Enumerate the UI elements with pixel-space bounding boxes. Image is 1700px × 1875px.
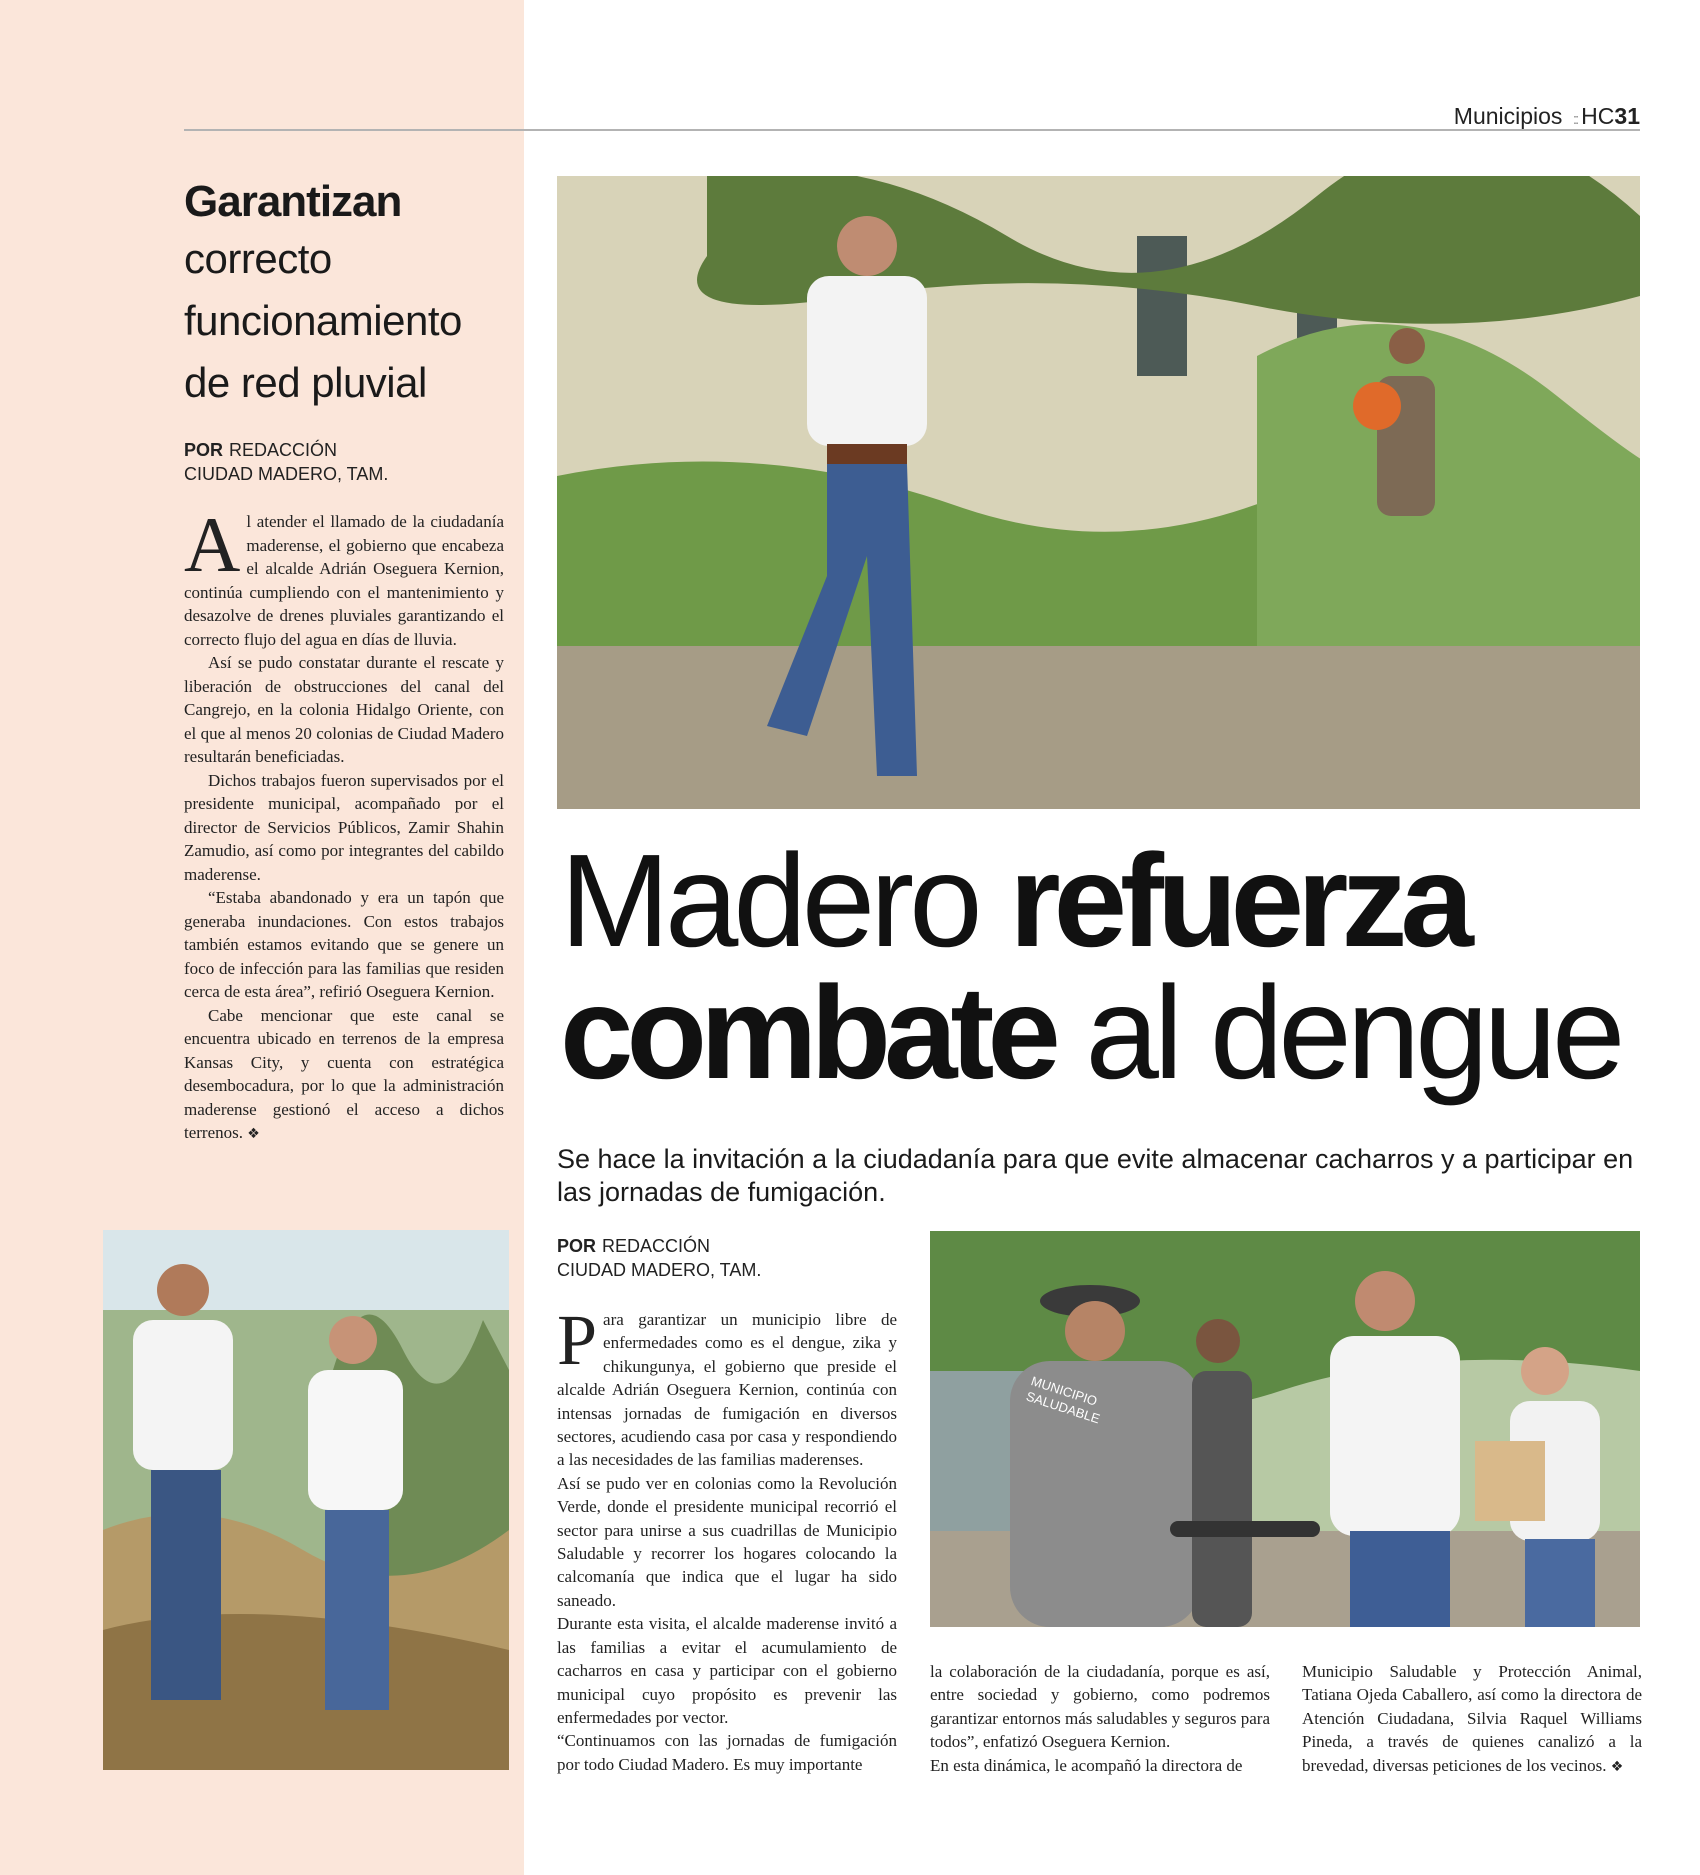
folio-separator: :: (1572, 111, 1578, 128)
article-paragraph: “Continuamos con las jornadas de fumigación por todo Ciudad Madero. Es muy importante (557, 1731, 897, 1774)
dateline: CIUDAD MADERO, TAM. (184, 464, 389, 484)
secondary-photo (930, 1231, 1640, 1627)
article-paragraph: Así se pudo constatar durante el rescate y liberación de obstrucciones del canal del Cangrejo, en la colonia Hidalgo Oriente, con el que al menos 20 colonias de Ciudad Madero resultarán beneficiadas. (184, 653, 504, 766)
article-paragraph: la colaboración de la ciudadanía, porque es así, entre sociedad y gobierno, como podremos garantizar entornos más saludables y seguros para todos”, enfatizó Oseguera Kernion. (930, 1662, 1270, 1752)
byline-author: REDACCIÓN (229, 440, 338, 460)
section-name: Municipios (1453, 103, 1563, 129)
article-paragraph: Municipio Saludable y Protección Animal, Tatiana Ojeda Caballero, así como la directora de Atención Ciudadana, Silvia Raquel Williams Pineda, a través de quienes canalizó a la brevedad, diversas peticiones de los vecinos. ❖ (1302, 1662, 1642, 1775)
byline-label: POR (557, 1236, 597, 1256)
article-column-3 (1302, 1660, 1642, 1779)
byline-author: REDACCIÓN (602, 1236, 711, 1256)
article-paragraph: Así se pudo ver en colonias como la Revolución Verde, donde el presidente municipal recorrió el sector para unirse a sus cuadrillas de Municipio Saludable y recorrer los hogares colocando la calcomanía que indica que el lugar ha sido saneado. (557, 1473, 897, 1610)
headline-deck: Se hace la invitación a la ciudadanía para que evite almacenar cacharros y a participar en las jornadas de fumigación. (557, 1144, 1634, 1207)
article-column-2 (930, 1660, 1270, 1777)
dateline: CIUDAD MADERO, TAM. (557, 1260, 762, 1280)
main-headline (560, 827, 1650, 1106)
article-paragraph: Durante esta visita, el alcalde maderense invitó a las familias a evitar el acumulamiento de cacharros en casa y participar con el gobierno municipal cuyo propósito es prevenir las enfermedades por vector. (557, 1614, 897, 1727)
article-paragraph: En esta dinámica, le acompañó la directora de (930, 1755, 1243, 1775)
sidebar-headline (184, 176, 504, 414)
sidebar-byline (184, 438, 388, 486)
article-column-1 (557, 1300, 897, 1776)
end-mark: ❖ (1610, 1758, 1624, 1775)
article-paragraph: “Estaba abandonado y era un tapón que generaba inundaciones. Con estos trabajos también estamos evitando que se genere un foco de infección para las familias que residen cerca de esta área”, refirió Oseguera Kernion. (184, 888, 504, 1001)
headline-line-1: Madero refuerza (560, 827, 1467, 974)
drop-cap: P (557, 1300, 598, 1380)
article-paragraph: Para garantizar un municipio libre de enfermedades como es el dengue, zika y chikungunya, el gobierno que preside el alcalde Adrián Oseguera Kernion, continúa con intensas jornadas de fumigación en diversos sectores, acudiendo casa por casa y respondiendo a las necesidades de las familias maderenses. (557, 1300, 897, 1470)
page-folio (1454, 103, 1640, 130)
sidebar-headline-lead: Garantizan (184, 177, 402, 226)
sidebar-photo (103, 1230, 509, 1770)
byline-label: POR (184, 440, 224, 460)
header-rule (184, 129, 1640, 131)
article-paragraph: Cabe mencionar que este canal se encuentra ubicado en terrenos de la empresa Kansas City, y cuenta con estratégica desembocadura, por lo que la administración maderense gestionó el acceso a dichos terrenos. ❖ (184, 1005, 504, 1142)
page-number: 31 (1614, 103, 1640, 129)
headline-line-2: combate al dengue (560, 959, 1621, 1106)
brand-label: HC (1581, 103, 1615, 129)
sidebar-article-body (184, 501, 504, 1147)
main-photo (557, 176, 1640, 809)
main-byline (557, 1234, 761, 1282)
drop-cap: A (184, 501, 241, 588)
end-mark: ❖ (247, 1126, 260, 1142)
article-paragraph: Dichos trabajos fueron supervisados por el presidente municipal, acompañado por el director de Servicios Públicos, Zamir Shahin Zamudio, así como por integrantes del cabildo maderense. (184, 770, 504, 884)
article-paragraph: Al atender el llamado de la ciudadanía maderense, el gobierno que encabeza el alcalde Adrián Oseguera Kernion, continúa cumpliendo con el mantenimiento y desazolve de drenes pluviales garantizando el correcto flujo del agua en días de lluvia. (184, 501, 504, 649)
sidebar-headline-rest: correcto funcionamiento de red pluvial (184, 235, 462, 406)
vest-print: MUNICIPIO SALUDABLE (1024, 1373, 1102, 1427)
